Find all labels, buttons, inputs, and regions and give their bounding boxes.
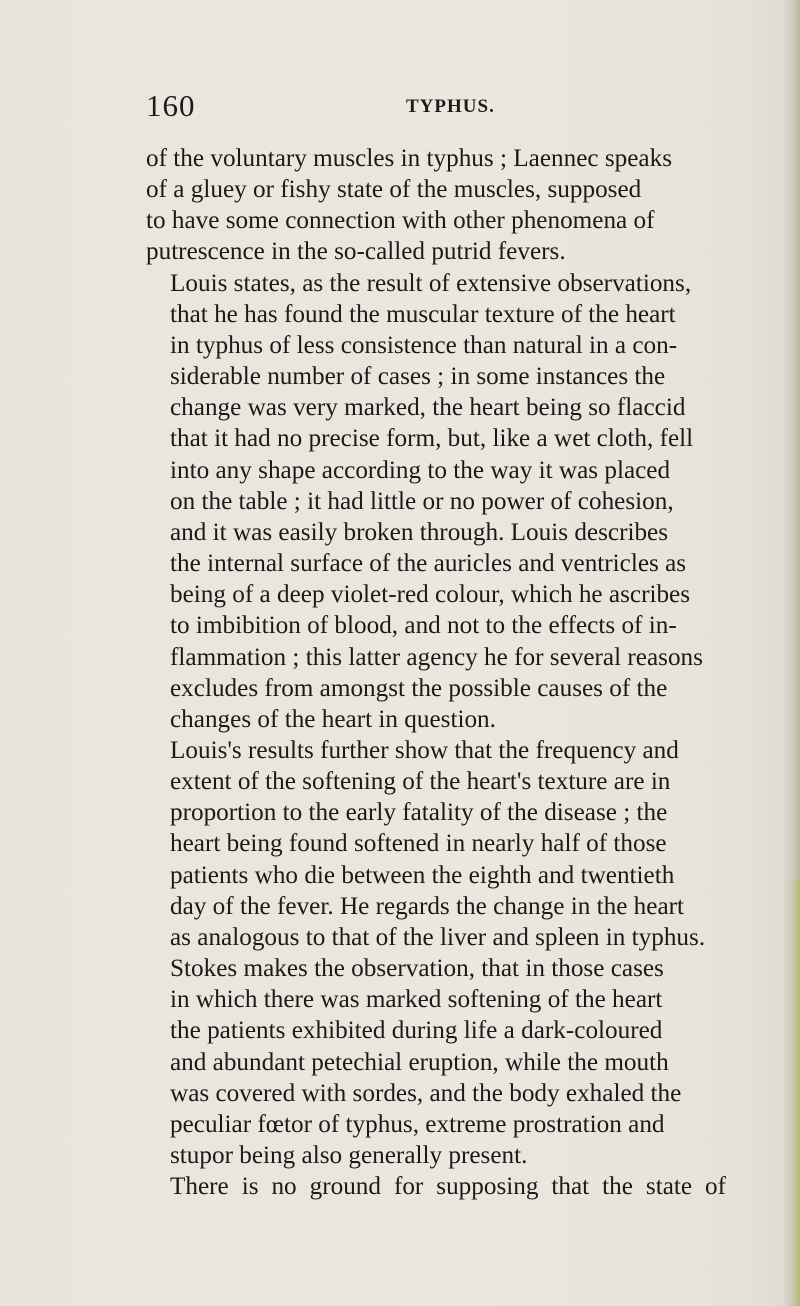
text-line: Stokes makes the observation, that in those cases (170, 955, 664, 983)
text-line: changes of the heart in question. (170, 705, 496, 733)
paragraph (146, 1171, 726, 1202)
running-head: TYPHUS. (406, 96, 495, 117)
text-line: the patients exhibited during life a dark-coloured (170, 1017, 663, 1045)
text-line: day of the fever. He regards the change in the heart (170, 892, 685, 920)
text-line: extent of the softening of the heart's texture are in (170, 768, 671, 796)
paragraph (146, 268, 726, 735)
text-line: the internal surface of the auricles and ventricles as (170, 550, 687, 578)
text-line: of the voluntary muscles in typhus ; Laennec speaks (146, 145, 673, 172)
text-line: siderable number of cases ; in some instances the (170, 363, 666, 391)
text-line: peculiar fœtor of typhus, extreme prostration and (170, 1110, 665, 1138)
text-line: was covered with sordes, and the body exhaled the (170, 1079, 682, 1107)
text-line: in which there was marked softening of the heart (170, 986, 663, 1014)
text-line: flammation ; this latter agency he for several reasons (170, 643, 703, 671)
page-edge-stain (790, 880, 800, 1306)
text-line: to imbibition of blood, and not to the effects of in- (170, 612, 677, 640)
page-number: 160 (146, 88, 196, 123)
text-line: proportion to the early fatality of the disease ; the (170, 799, 668, 827)
body-text (146, 143, 726, 1202)
page-header (146, 86, 726, 126)
text-line: Louis's results further show that the frequency and (170, 736, 679, 764)
text-line: heart being found softened in nearly half of those (170, 830, 667, 858)
text-line: patients who die between the eighth and twentieth (170, 861, 675, 889)
paragraph (146, 143, 726, 268)
paragraph (146, 735, 726, 1171)
text-line: on the table ; it had little or no power of cohesion, (170, 487, 674, 515)
text-line: stupor being also generally present. (170, 1142, 528, 1169)
text-line: excludes from amongst the possible causes of the (170, 674, 668, 702)
text-line: change was very marked, the heart being so flaccid (170, 394, 686, 422)
text-line: Louis states, as the result of extensive observations, (170, 269, 692, 297)
text-line: being of a deep violet-red colour, which he ascribes (170, 581, 691, 609)
text-line: of a gluey or fishy state of the muscles, supposed (146, 176, 642, 204)
text-line: and it was easily broken through. Louis describes (170, 518, 669, 546)
text-line: into any shape according to the way it was placed (170, 456, 671, 484)
text-line: to have some connection with other phenomena of (146, 207, 655, 235)
text-line: that he has found the muscular texture of the heart (170, 300, 676, 328)
text-line: as analogous to that of the liver and spleen in typhus. (170, 923, 706, 951)
text-line: There is no ground for supposing that the state of (170, 1173, 726, 1201)
text-line: that it had no precise form, but, like a wet cloth, fell (170, 425, 694, 453)
text-line: in typhus of less consistence than natural in a con- (170, 331, 678, 359)
text-line: putrescence in the so-called putrid fevers. (146, 238, 566, 266)
text-line: and abundant petechial eruption, while the mouth (170, 1048, 669, 1076)
